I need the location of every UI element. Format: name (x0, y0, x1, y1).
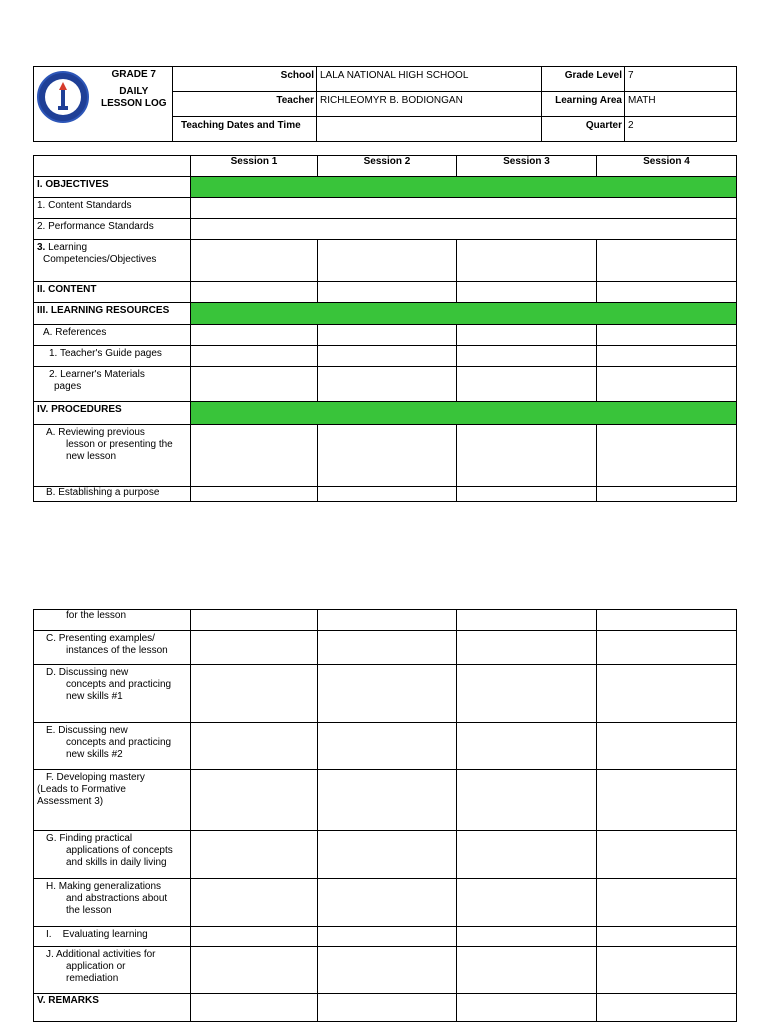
session-cell[interactable] (597, 240, 737, 282)
session-cell[interactable] (318, 723, 457, 770)
session-cell[interactable] (191, 282, 318, 303)
session-header-row (34, 156, 737, 177)
session-cell[interactable] (318, 282, 457, 303)
content-heading: II. CONTENT (34, 282, 191, 303)
session-cell[interactable] (191, 723, 318, 770)
learners-materials-label: 2. Learner's Materials pages (34, 367, 191, 402)
session-cell[interactable] (597, 487, 737, 502)
session-cell[interactable] (457, 994, 597, 1022)
session-cell[interactable] (457, 325, 597, 346)
content-standards-label: 1. Content Standards (34, 198, 191, 219)
procedure-d-label: D. Discussing new concepts and practicing new skills #1 (34, 665, 191, 723)
session-cell[interactable] (457, 879, 597, 927)
session-cell[interactable] (597, 282, 737, 303)
session-cell[interactable] (457, 947, 597, 994)
session-cell[interactable] (457, 282, 597, 303)
session-cell[interactable] (191, 240, 318, 282)
session-2-header: Session 2 (318, 156, 457, 177)
session-cell[interactable] (597, 425, 737, 487)
learning-area-label: Learning Area (542, 92, 625, 117)
teacher-label: Teacher (173, 92, 317, 117)
session-cell[interactable] (597, 610, 737, 631)
procedure-b-label-cont: for the lesson (34, 610, 191, 631)
logo-cell (34, 67, 96, 142)
session-3-header: Session 3 (457, 156, 597, 177)
procedure-j-label: J. Additional activities for application or remediation (34, 947, 191, 994)
session-cell[interactable] (597, 367, 737, 402)
content-standards-cell[interactable] (191, 198, 737, 219)
lesson-table-page1 (33, 155, 737, 502)
learning-area-value: MATH (625, 92, 737, 117)
session-cell[interactable] (318, 631, 457, 665)
session-cell[interactable] (318, 367, 457, 402)
session-cell[interactable] (191, 947, 318, 994)
session-cell[interactable] (457, 367, 597, 402)
section-bar (191, 402, 737, 425)
session-cell[interactable] (597, 831, 737, 879)
form-title: GRADE 7 DAILY LESSON LOG (96, 67, 173, 142)
session-cell[interactable] (191, 770, 318, 831)
session-cell[interactable] (191, 367, 318, 402)
resources-heading: III. LEARNING RESOURCES (34, 303, 191, 325)
session-cell[interactable] (191, 346, 318, 367)
session-cell[interactable] (597, 631, 737, 665)
session-cell[interactable] (318, 947, 457, 994)
session-cell[interactable] (191, 927, 318, 947)
grade-level-label: Grade Level (542, 67, 625, 92)
session-cell[interactable] (457, 831, 597, 879)
session-cell[interactable] (318, 927, 457, 947)
session-cell[interactable] (191, 425, 318, 487)
session-cell[interactable] (597, 723, 737, 770)
session-cell[interactable] (318, 240, 457, 282)
corner-cell (34, 156, 191, 177)
session-cell[interactable] (318, 831, 457, 879)
session-cell[interactable] (457, 770, 597, 831)
session-cell[interactable] (318, 770, 457, 831)
session-cell[interactable] (318, 346, 457, 367)
procedures-heading: IV. PROCEDURES (34, 402, 191, 425)
objectives-heading: I. OBJECTIVES (34, 177, 191, 198)
session-cell[interactable] (597, 879, 737, 927)
header-table (33, 66, 737, 142)
procedure-a-label: A. Reviewing previous lesson or presenting the new lesson (34, 425, 191, 487)
session-cell[interactable] (457, 240, 597, 282)
session-cell[interactable] (457, 927, 597, 947)
procedure-i-label: I. Evaluating learning (34, 927, 191, 947)
procedure-f-label: F. Developing mastery (Leads to Formative Assessment 3) (34, 770, 191, 831)
session-1-header: Session 1 (191, 156, 318, 177)
session-cell[interactable] (457, 665, 597, 723)
remarks-heading: V. REMARKS (34, 994, 191, 1022)
session-cell[interactable] (318, 487, 457, 502)
lesson-table-page2 (33, 609, 737, 1022)
session-cell[interactable] (191, 831, 318, 879)
procedure-h-label: H. Making generalizations and abstractions about the lesson (34, 879, 191, 927)
session-cell[interactable] (457, 723, 597, 770)
teachers-guide-label: 1. Teacher's Guide pages (34, 346, 191, 367)
session-cell[interactable] (191, 610, 318, 631)
competencies-label: 3. Learning Competencies/Objectives (34, 240, 191, 282)
session-cell[interactable] (597, 947, 737, 994)
session-cell[interactable] (597, 665, 737, 723)
quarter-value: 2 (625, 117, 737, 142)
session-cell[interactable] (457, 631, 597, 665)
procedure-e-label: E. Discussing new concepts and practicing new skills #2 (34, 723, 191, 770)
session-4-header: Session 4 (597, 156, 737, 177)
session-cell[interactable] (191, 631, 318, 665)
grade-level-value: 7 (625, 67, 737, 92)
session-cell[interactable] (191, 325, 318, 346)
session-cell[interactable] (318, 665, 457, 723)
deped-seal-icon (37, 71, 89, 123)
dates-value (317, 117, 542, 142)
session-cell[interactable] (457, 425, 597, 487)
session-cell[interactable] (318, 610, 457, 631)
session-cell[interactable] (318, 325, 457, 346)
session-cell[interactable] (318, 425, 457, 487)
school-value: LALA NATIONAL HIGH SCHOOL (317, 67, 542, 92)
session-cell[interactable] (597, 325, 737, 346)
school-label: School (173, 67, 317, 92)
session-cell[interactable] (597, 994, 737, 1022)
procedure-c-label: C. Presenting examples/ instances of the lesson (34, 631, 191, 665)
performance-standards-label: 2. Performance Standards (34, 219, 191, 240)
session-cell[interactable] (318, 879, 457, 927)
performance-standards-cell[interactable] (191, 219, 737, 240)
section-bar (191, 303, 737, 325)
dates-label: Teaching Dates and Time (173, 117, 317, 142)
session-cell[interactable] (191, 994, 318, 1022)
procedure-g-label: G. Finding practical applications of concepts and skills in daily living (34, 831, 191, 879)
session-cell[interactable] (191, 487, 318, 502)
session-cell[interactable] (597, 770, 737, 831)
session-cell[interactable] (457, 487, 597, 502)
session-cell[interactable] (597, 346, 737, 367)
session-cell[interactable] (191, 665, 318, 723)
session-cell[interactable] (457, 346, 597, 367)
references-label: A. References (34, 325, 191, 346)
section-bar (191, 177, 737, 198)
session-cell[interactable] (597, 927, 737, 947)
session-cell[interactable] (191, 879, 318, 927)
session-cell[interactable] (457, 610, 597, 631)
quarter-label: Quarter (542, 117, 625, 142)
teacher-value: RICHLEOMYR B. BODIONGAN (317, 92, 542, 117)
procedure-b-label: B. Establishing a purpose (34, 487, 191, 502)
session-cell[interactable] (318, 994, 457, 1022)
